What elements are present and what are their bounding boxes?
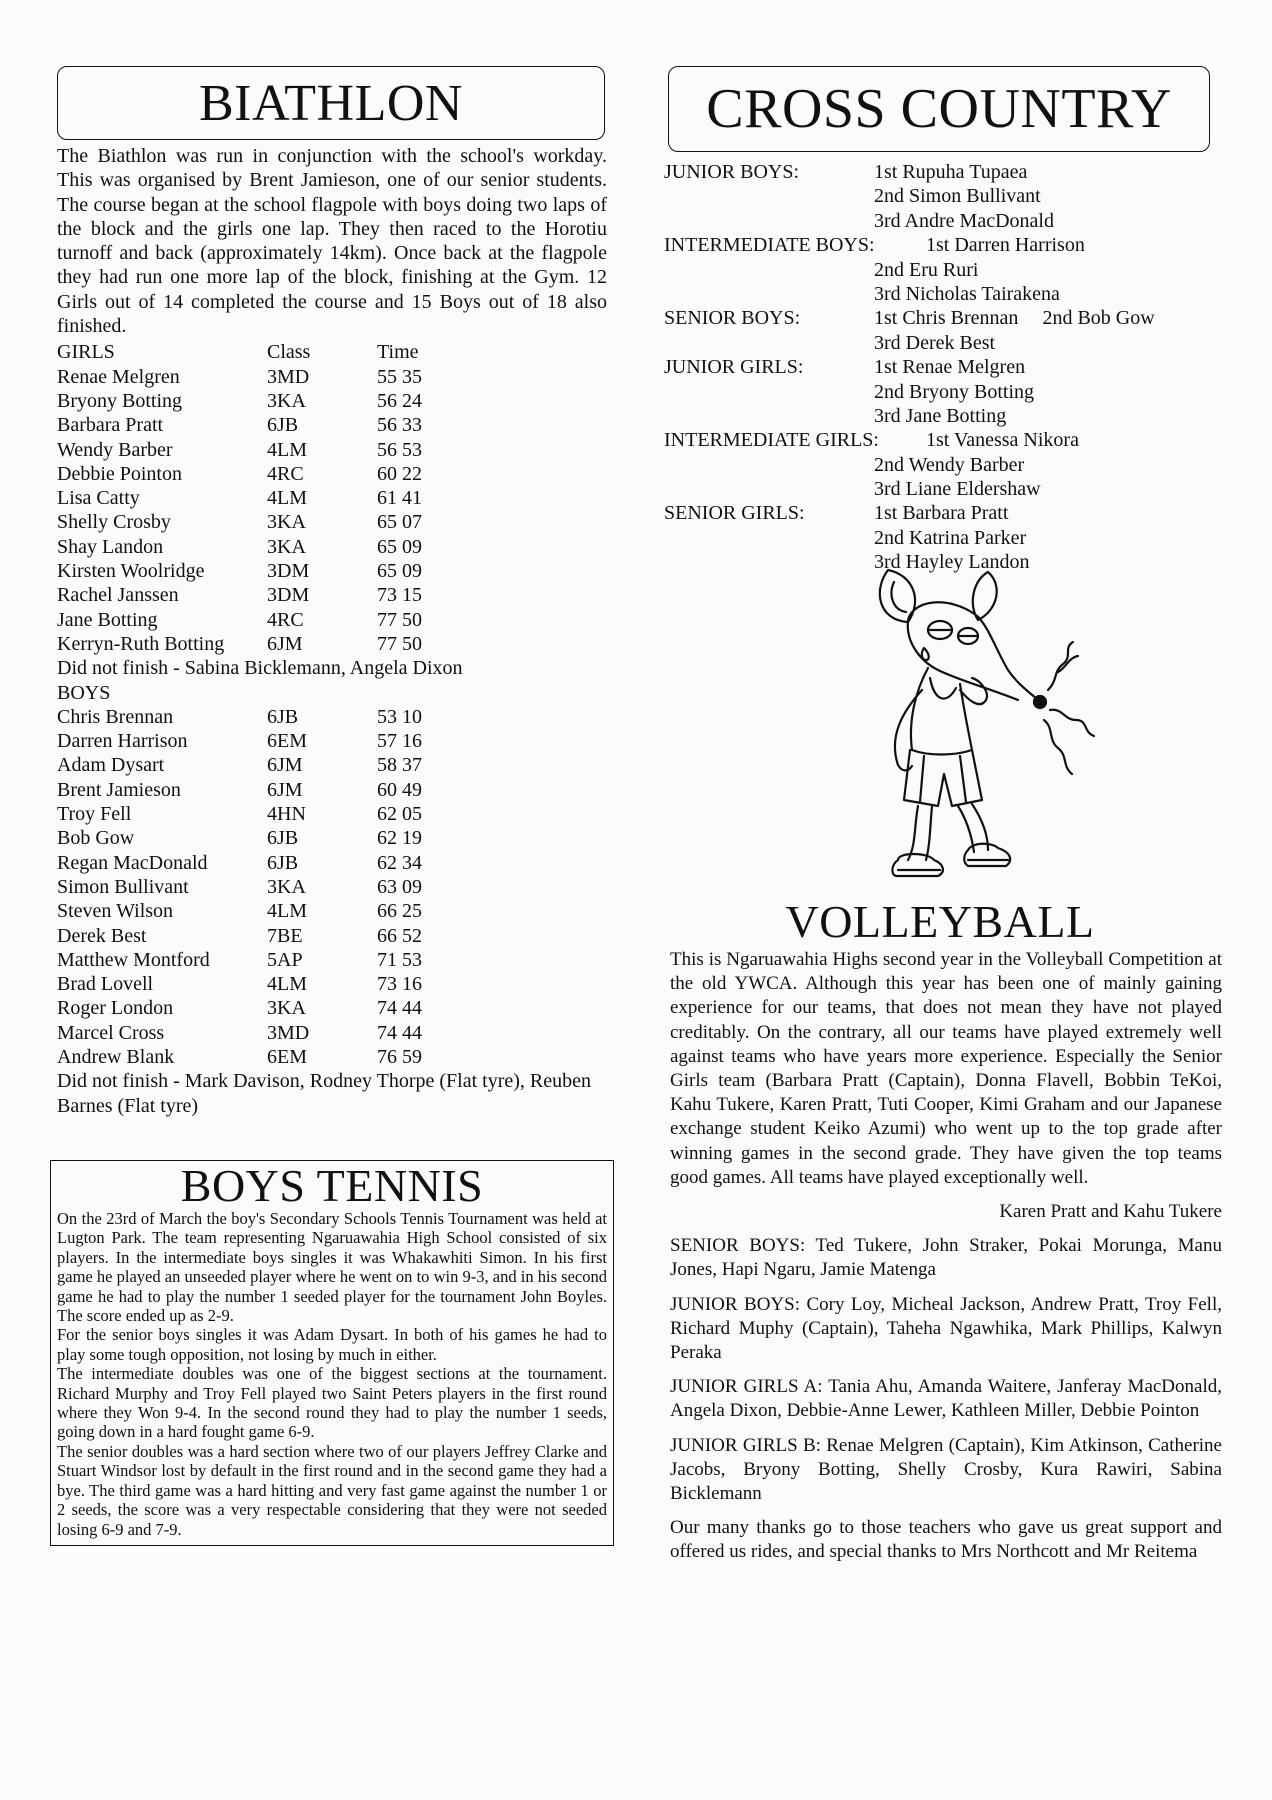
runner-name: Shelly Crosby xyxy=(57,511,171,534)
runner-class: 6JB xyxy=(267,414,299,437)
tennis-paragraph: The senior doubles was a hard section where two of our players Jeffrey Clarke and Stuart Windsor lost by default in the first round and in the second game they had a bye. The third game was a hard hitting and very fast game against the number 1 or 2 seeds, the score was a very respectable considering that they were not seeded losing 6-9 and 7-9. xyxy=(57,1441,607,1539)
cc-place: 1st Chris Brennan xyxy=(874,307,1019,330)
runner-class: 3MD xyxy=(267,365,310,388)
runner-class: 6JB xyxy=(267,851,299,874)
runner-name: Jane Botting xyxy=(57,608,158,631)
cc-place: 3rd Liane Eldershaw xyxy=(874,478,1041,501)
result-row xyxy=(57,705,607,729)
cc-category-label: JUNIOR GIRLS: xyxy=(664,356,804,379)
runner-name: Kirsten Woolridge xyxy=(57,560,205,583)
runner-class: 6JB xyxy=(267,827,299,850)
runner-class: 4LM xyxy=(267,487,307,510)
boys-dnf: Did not finish - Mark Davison, Rodney Thorpe (Flat tyre), Reuben Barnes (Flat tyre) xyxy=(57,1070,591,1117)
volleyball-thanks: Our many thanks go to those teachers who gave us great support and offered us rides, and special thanks to Mrs Northcott and Mr Reitema xyxy=(670,1517,1222,1563)
runner-name: Bob Gow xyxy=(57,827,135,850)
runner-time: 65 09 xyxy=(377,560,422,583)
runner-class: 3DM xyxy=(267,584,310,607)
result-row xyxy=(57,924,607,948)
tennis-paragraph: On the 23rd of March the boy's Secondary Schools Tennis Tournament was held at Lugton Park. The team representing Ngaruawahia High School consisted of six players. In the intermediate boys singles it was Whakawhiti Simon. In his first game he played an unseeded player where he went on to win 9-3, and in his second game he had to play the number 1 seeded player for the tournament John Boyles. The score ended up as 2-9. xyxy=(57,1209,607,1326)
runner-time: 56 24 xyxy=(377,389,422,412)
tired-rat-runner-illustration xyxy=(868,560,1108,890)
result-row xyxy=(57,510,607,534)
cc-place-row xyxy=(664,380,1220,404)
runner-class: 6JB xyxy=(267,705,299,728)
cc-senior-boys-row xyxy=(664,306,1220,330)
result-row xyxy=(57,535,607,559)
volleyball-junior-boys: JUNIOR BOYS: Cory Loy, Micheal Jackson, Andrew Pratt, Troy Fell, Richard Muphy (Captain), Taheha Ngawhika, Mark Phillips, Kalwyn Peraka xyxy=(670,1293,1222,1364)
cc-place: 2nd Eru Ruri xyxy=(874,258,979,281)
runner-time: 71 53 xyxy=(377,948,422,971)
cc-intermediate-boys-row xyxy=(664,233,1220,257)
result-row xyxy=(57,559,607,583)
runner-time: 55 35 xyxy=(377,365,422,388)
runner-class: 3KA xyxy=(267,389,306,412)
runner-time: 61 41 xyxy=(377,487,422,510)
runner-class: 4RC xyxy=(267,462,304,485)
class-heading: Class xyxy=(267,341,311,364)
girls-heading: GIRLS xyxy=(57,341,115,364)
volleyball-intro: This is Ngaruawahia Highs second year in the Volleyball Competition at the old YWCA. Although this year has been one of mainly gaining experience for our teams, that does not mean they have not played creditably. On the contrary, all our teams have played extremely well against teams who have years more experience. Especially the Senior Girls team (Barbara Pratt (Captain), Donna Flavell, Bobbin TeKoi, Kahu Tukere, Karen Pratt, Tuti Cooper, Kimi Graham and our Japanese exchange student Keiko Azumi) who went up to the top grade after winning games in the second grade. They have given the top teams good games. All teams have played exceptionally well. xyxy=(670,949,1222,1188)
result-row xyxy=(57,729,607,753)
cc-place-row xyxy=(664,209,1220,233)
cc-category-label: INTERMEDIATE BOYS: xyxy=(664,234,875,257)
cc-place: 2nd Simon Bullivant xyxy=(874,185,1041,208)
runner-time: 65 09 xyxy=(377,535,422,558)
runner-class: 3KA xyxy=(267,511,306,534)
cc-category-label: INTERMEDIATE GIRLS: xyxy=(664,429,879,452)
result-row xyxy=(57,899,607,923)
runner-name: Matthew Montford xyxy=(57,948,210,971)
cc-place-row xyxy=(664,453,1220,477)
runner-name: Wendy Barber xyxy=(57,438,173,461)
cc-place-row xyxy=(664,404,1220,428)
cc-place: 3rd Andre MacDonald xyxy=(874,209,1054,232)
runner-time: 57 16 xyxy=(377,730,422,753)
volleyball-signature: Karen Pratt and Kahu Tukere xyxy=(999,1201,1222,1223)
cc-place-row xyxy=(664,258,1220,282)
runner-class: 6JM xyxy=(267,632,303,655)
runner-name: Steven Wilson xyxy=(57,900,174,923)
runner-name: Simon Bullivant xyxy=(57,875,189,898)
runner-class: 3KA xyxy=(267,997,306,1020)
cc-place: 1st Barbara Pratt xyxy=(874,502,1009,525)
biathlon-results xyxy=(57,340,607,1118)
runner-class: 6JM xyxy=(267,778,303,801)
runner-time: 60 49 xyxy=(377,778,422,801)
runner-class: 7BE xyxy=(267,924,303,947)
cc-place: 2nd Bob Gow xyxy=(1042,307,1155,330)
runner-time: 56 33 xyxy=(377,414,422,437)
runner-time: 62 19 xyxy=(377,827,422,850)
runner-name: Rachel Janssen xyxy=(57,584,179,607)
runner-time: 74 44 xyxy=(377,997,422,1020)
biathlon-title: BIATHLON xyxy=(57,66,605,140)
runner-time: 63 09 xyxy=(377,875,422,898)
result-row xyxy=(57,583,607,607)
runner-time: 73 15 xyxy=(377,584,422,607)
cc-place: 2nd Wendy Barber xyxy=(874,453,1025,476)
runner-time: 62 34 xyxy=(377,851,422,874)
biathlon-section xyxy=(57,66,607,1118)
boys-tennis-section xyxy=(50,1160,614,1546)
runner-name: Andrew Blank xyxy=(57,1045,175,1068)
cross-country-section xyxy=(664,66,1220,575)
result-row xyxy=(57,1021,607,1045)
runner-time: 66 52 xyxy=(377,924,422,947)
runner-name: Shay Landon xyxy=(57,535,164,558)
result-row xyxy=(57,608,607,632)
result-row xyxy=(57,948,607,972)
runner-name: Kerryn-Ruth Botting xyxy=(57,632,225,655)
result-row xyxy=(57,486,607,510)
cc-place-row xyxy=(664,477,1220,501)
runner-time: 77 50 xyxy=(377,608,422,631)
runner-class: 3MD xyxy=(267,1021,310,1044)
runner-time: 58 37 xyxy=(377,754,422,777)
runner-time: 76 59 xyxy=(377,1045,422,1068)
result-row xyxy=(57,996,607,1020)
result-row xyxy=(57,753,607,777)
cc-place: 3rd Jane Botting xyxy=(874,404,1007,427)
cross-country-title: CROSS COUNTRY xyxy=(668,66,1210,152)
runner-name: Brad Lovell xyxy=(57,973,154,996)
cc-category-label: SENIOR BOYS: xyxy=(664,307,801,330)
cross-country-results xyxy=(664,160,1220,575)
runner-name: Roger London xyxy=(57,997,174,1020)
tennis-paragraph: The intermediate doubles was one of the biggest sections at the tournament. Richard Murphy and Troy Fell played two Saint Peters players in the first round where they Won 9-4. In the second round they had to play the number 1 seeds, going down in a hard fought game 6-9. xyxy=(57,1364,607,1442)
result-row xyxy=(57,972,607,996)
runner-time: 53 10 xyxy=(377,705,422,728)
girls-results-list xyxy=(57,365,607,657)
cc-senior-girls-row xyxy=(664,501,1220,525)
result-row xyxy=(57,413,607,437)
runner-name: Marcel Cross xyxy=(57,1021,165,1044)
boys-heading: BOYS xyxy=(57,681,111,704)
boys-tennis-title: BOYS TENNIS xyxy=(180,1160,484,1211)
runner-name: Brent Jamieson xyxy=(57,778,181,801)
runner-name: Regan MacDonald xyxy=(57,851,208,874)
runner-class: 3KA xyxy=(267,875,306,898)
volleyball-junior-girls-a: JUNIOR GIRLS A: Tania Ahu, Amanda Waitere, Janferay MacDonald, Angela Dixon, Debbie-Anne Lewer, Kathleen Miller, Debbie Pointon xyxy=(670,1376,1222,1422)
cc-place: 1st Vanessa Nikora xyxy=(926,429,1079,452)
girls-header-row xyxy=(57,340,607,364)
result-row xyxy=(57,826,607,850)
result-row xyxy=(57,389,607,413)
cc-place: 1st Renae Melgren xyxy=(874,356,1026,379)
runner-name: Barbara Pratt xyxy=(57,414,164,437)
result-row xyxy=(57,1045,607,1069)
runner-time: 62 05 xyxy=(377,803,422,826)
biathlon-intro: The Biathlon was run in conjunction with the school's workday. This was organised by Brent Jamieson, one of our senior students. The course began at the school flagpole with boys doing two laps of the block and the girls one lap. They then raced to the Horotiu turnoff and back (approximately 14km). Once back at the flagpole they had run one more lap of the block, finishing at the Gym. 12 Girls out of 14 completed the course and 15 Boys out of 18 also finished. xyxy=(57,145,607,338)
runner-name: Renae Melgren xyxy=(57,365,180,388)
cc-junior-girls-row xyxy=(664,355,1220,379)
runner-class: 4RC xyxy=(267,608,304,631)
runner-time: 65 07 xyxy=(377,511,422,534)
runner-class: 4LM xyxy=(267,438,307,461)
runner-time: 74 44 xyxy=(377,1021,422,1044)
tennis-paragraph: For the senior boys singles it was Adam Dysart. In both of his games he had to play some tough opposition, not losing by much in either. xyxy=(57,1325,607,1364)
runner-class: 4LM xyxy=(267,900,307,923)
cc-category-label: SENIOR GIRLS: xyxy=(664,502,805,525)
runner-time: 73 16 xyxy=(377,973,422,996)
runner-name: Derek Best xyxy=(57,924,147,947)
volleyball-senior-boys: SENIOR BOYS: Ted Tukere, John Straker, Pokai Morunga, Manu Jones, Hapi Ngaru, Jamie Matenga xyxy=(670,1235,1222,1281)
cc-place-row xyxy=(664,184,1220,208)
runner-name: Debbie Pointon xyxy=(57,462,182,485)
cc-place-row xyxy=(664,331,1220,355)
result-row xyxy=(57,632,607,656)
runner-class: 6EM xyxy=(267,730,307,753)
volleyball-section xyxy=(670,948,1222,1575)
result-row xyxy=(57,851,607,875)
cc-place: 3rd Derek Best xyxy=(874,331,996,354)
runner-name: Lisa Catty xyxy=(57,487,140,510)
cc-junior-boys-row xyxy=(664,160,1220,184)
cc-place-row xyxy=(664,526,1220,550)
result-row xyxy=(57,875,607,899)
result-row xyxy=(57,802,607,826)
result-row xyxy=(57,365,607,389)
cc-place: 2nd Bryony Botting xyxy=(874,380,1035,403)
runner-class: 3DM xyxy=(267,560,310,583)
cc-place-row xyxy=(664,282,1220,306)
runner-class: 5AP xyxy=(267,948,303,971)
cc-category-label: JUNIOR BOYS: xyxy=(664,161,800,183)
cc-place: 3rd Hayley Landon xyxy=(874,551,1030,574)
cc-place: 3rd Nicholas Tairakena xyxy=(874,282,1060,305)
girls-dnf: Did not finish - Sabina Bicklemann, Angela Dixon xyxy=(57,657,463,680)
volleyball-junior-girls-b: JUNIOR GIRLS B: Renae Melgren (Captain), Kim Atkinson, Catherine Jacobs, Bryony Botting, Shelly Crosby, Kura Rawiri, Sabina Bicklemann xyxy=(670,1434,1222,1505)
runner-name: Troy Fell xyxy=(57,803,132,826)
boys-results-list xyxy=(57,705,607,1069)
result-row xyxy=(57,462,607,486)
result-row xyxy=(57,778,607,802)
runner-time: 77 50 xyxy=(377,632,422,655)
time-heading: Time xyxy=(377,341,419,364)
result-row xyxy=(57,438,607,462)
runner-time: 66 25 xyxy=(377,900,422,923)
runner-class: 4HN xyxy=(267,803,306,826)
runner-name: Bryony Botting xyxy=(57,389,183,412)
cc-place: 2nd Katrina Parker xyxy=(874,526,1027,549)
cc-place: 1st Rupuha Tupaea xyxy=(874,161,1028,183)
runner-class: 6JM xyxy=(267,754,303,777)
runner-time: 60 22 xyxy=(377,462,422,485)
cc-intermediate-girls-row xyxy=(664,428,1220,452)
runner-time: 56 53 xyxy=(377,438,422,461)
runner-name: Chris Brennan xyxy=(57,705,174,728)
runner-name: Darren Harrison xyxy=(57,730,188,753)
volleyball-title: VOLLEYBALL xyxy=(785,896,1095,947)
runner-name: Adam Dysart xyxy=(57,754,165,777)
runner-class: 6EM xyxy=(267,1045,307,1068)
runner-class: 3KA xyxy=(267,535,306,558)
cc-place: 1st Darren Harrison xyxy=(926,234,1085,257)
runner-class: 4LM xyxy=(267,973,307,996)
